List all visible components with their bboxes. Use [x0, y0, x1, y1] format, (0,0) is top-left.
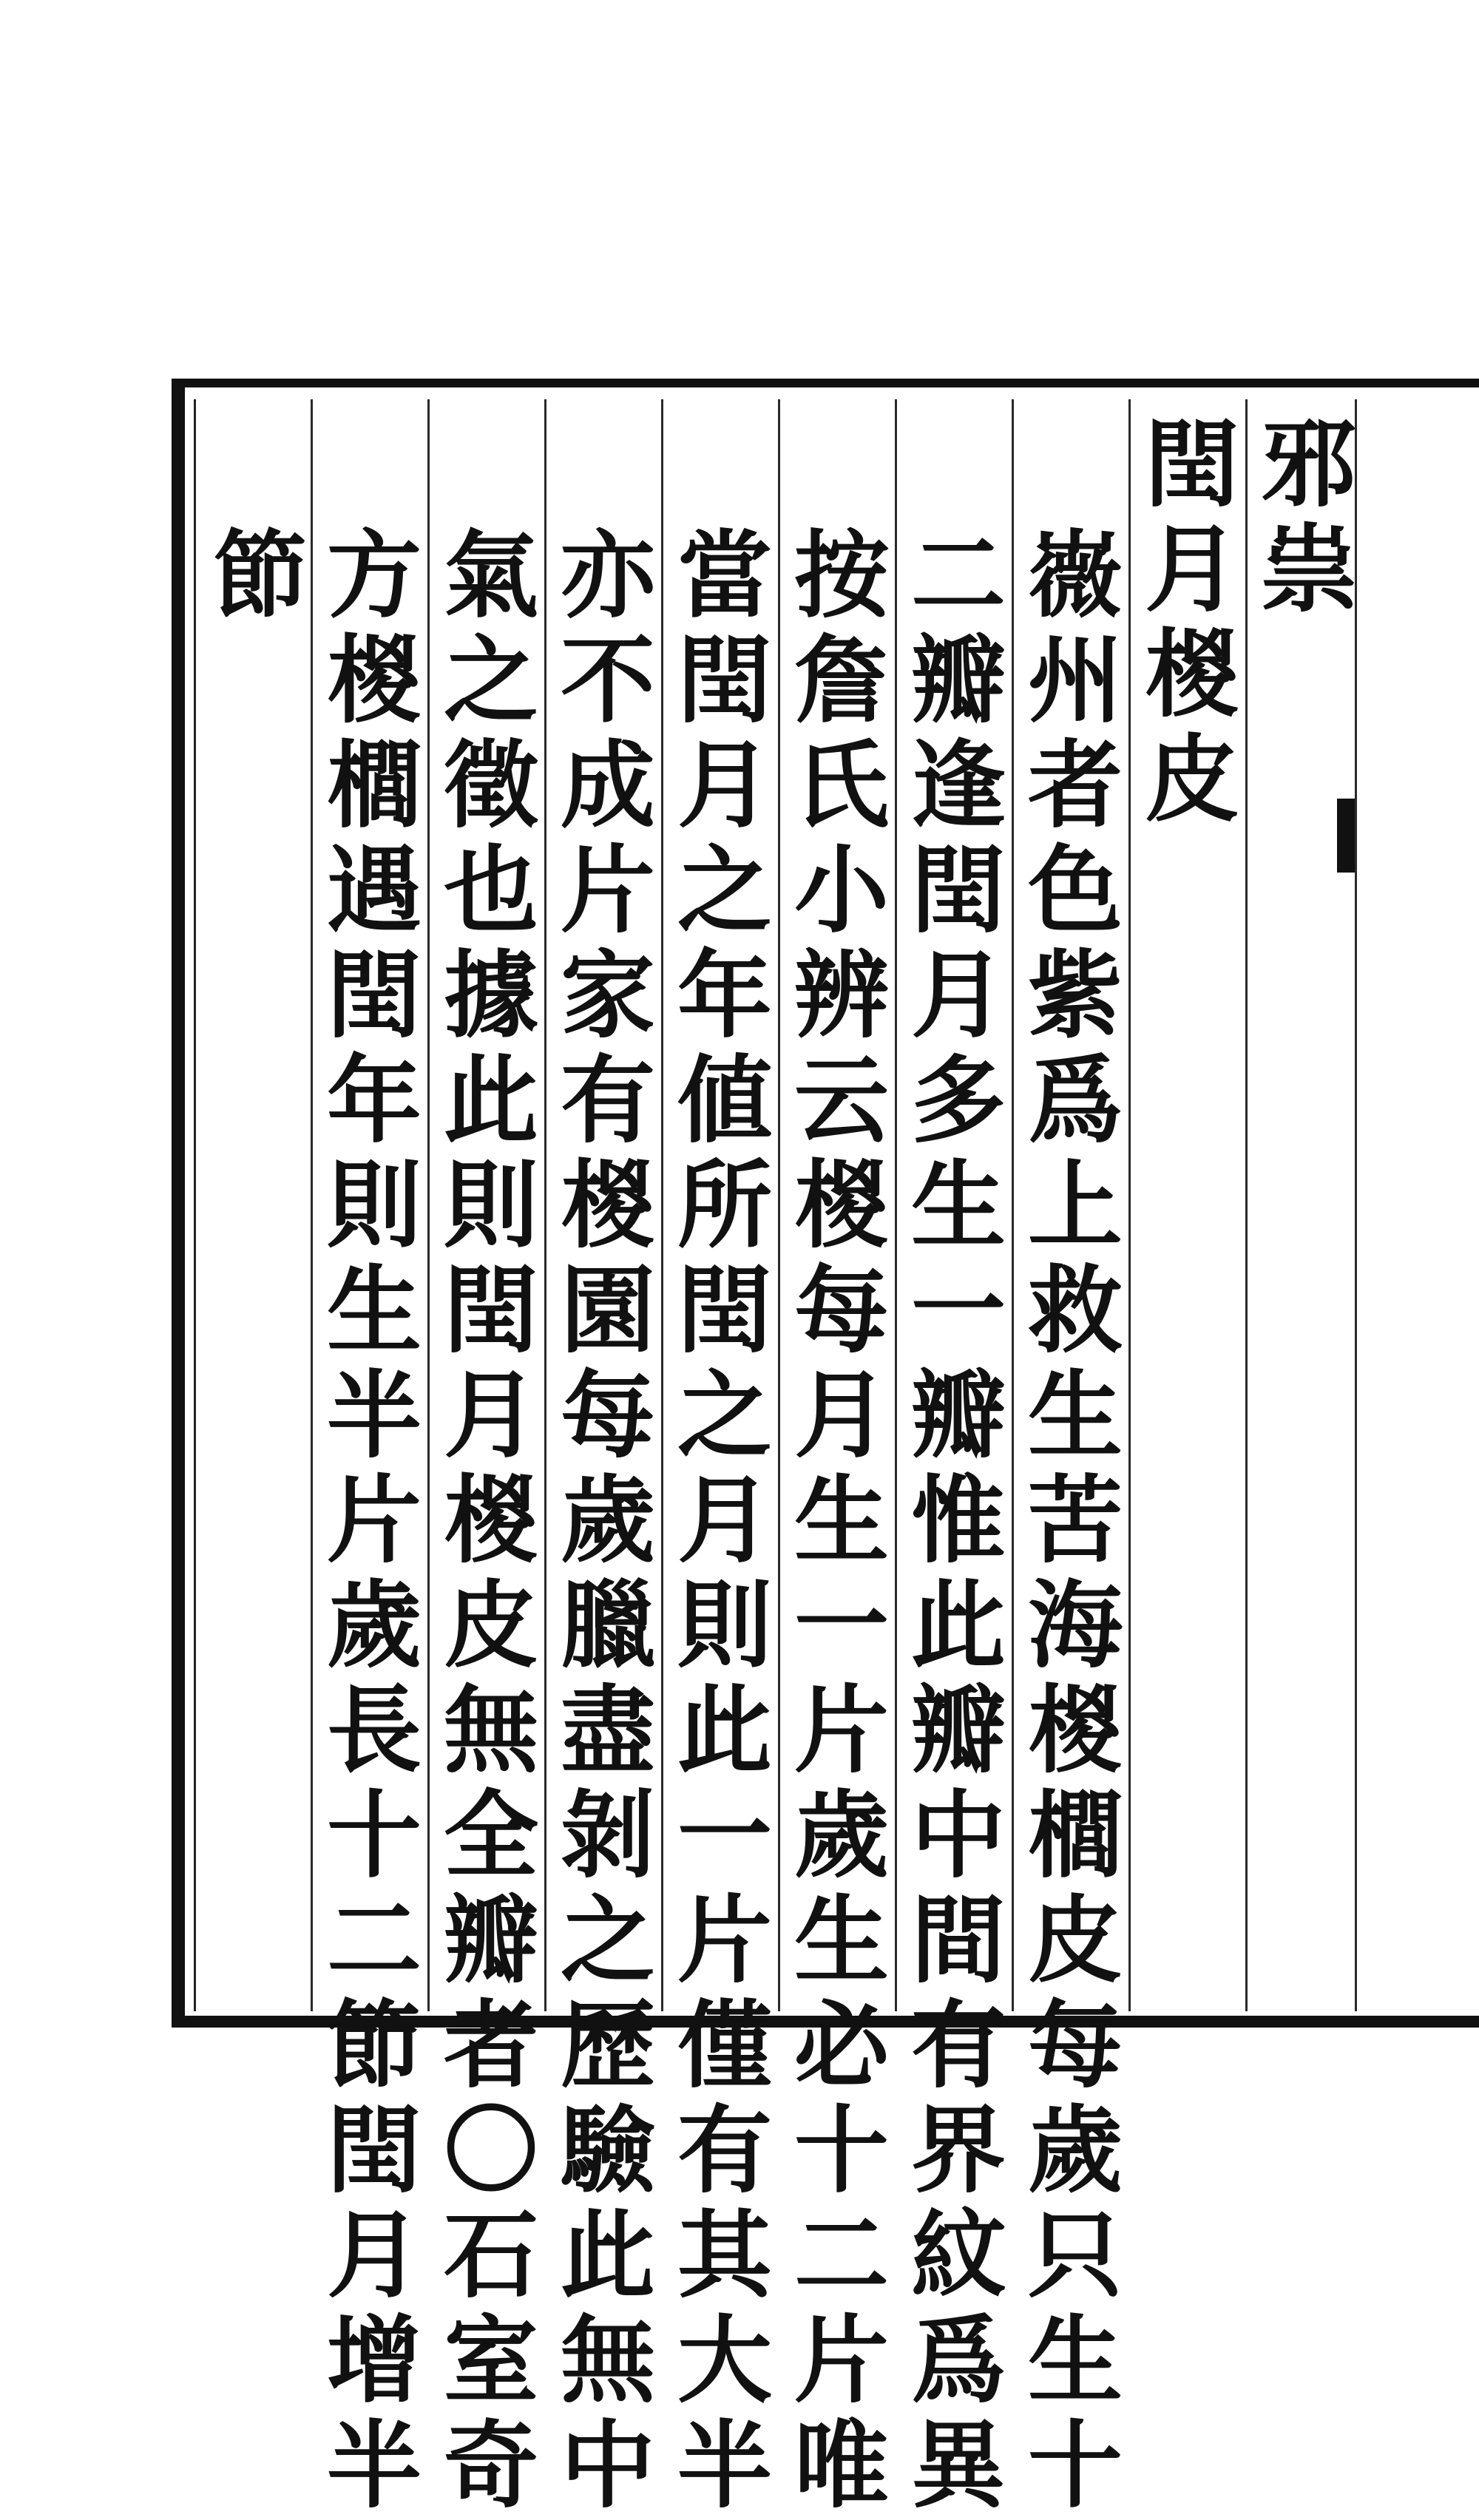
- column-text: 氣之徵也據此則閏月椶皮無全瓣者〇石室奇: [427, 525, 538, 2520]
- text-column: [311, 414, 422, 2520]
- text-column: [778, 414, 889, 2520]
- text-column: [1012, 414, 1123, 2520]
- column-text: 邪祟: [1245, 414, 1356, 624]
- column-text: 按詹氏小辨云椶每月生一片歲生必十二片唯: [778, 525, 889, 2520]
- text-column: [661, 414, 772, 2520]
- text-column: [544, 414, 655, 2520]
- column-text: 二瓣逢閏月多生一瓣惟此瓣中間有界紋爲異: [895, 525, 1006, 2520]
- column-text: 節: [197, 525, 308, 630]
- text-column: [197, 414, 308, 2011]
- text-column: [427, 414, 538, 2520]
- text-column: [895, 414, 1006, 2520]
- inner-border-rule: [194, 399, 196, 2011]
- text-column: [1128, 414, 1239, 2011]
- column-text: 方椶櫚遇閏年則生半片歲長十二節閏月增半: [311, 525, 422, 2520]
- column-text: 亦不成片家有椶園每歲臘盡剝之歷驗此無中: [544, 525, 655, 2520]
- column-text: 當閏月之年値所閏之月則此一片僅有其大半: [661, 525, 772, 2520]
- text-column: [1245, 414, 1356, 2011]
- column-text: 嶶州者色紫爲上救生苦海椶櫚皮每歲只生十: [1012, 525, 1123, 2520]
- column-text: 閏月椶皮: [1128, 414, 1239, 834]
